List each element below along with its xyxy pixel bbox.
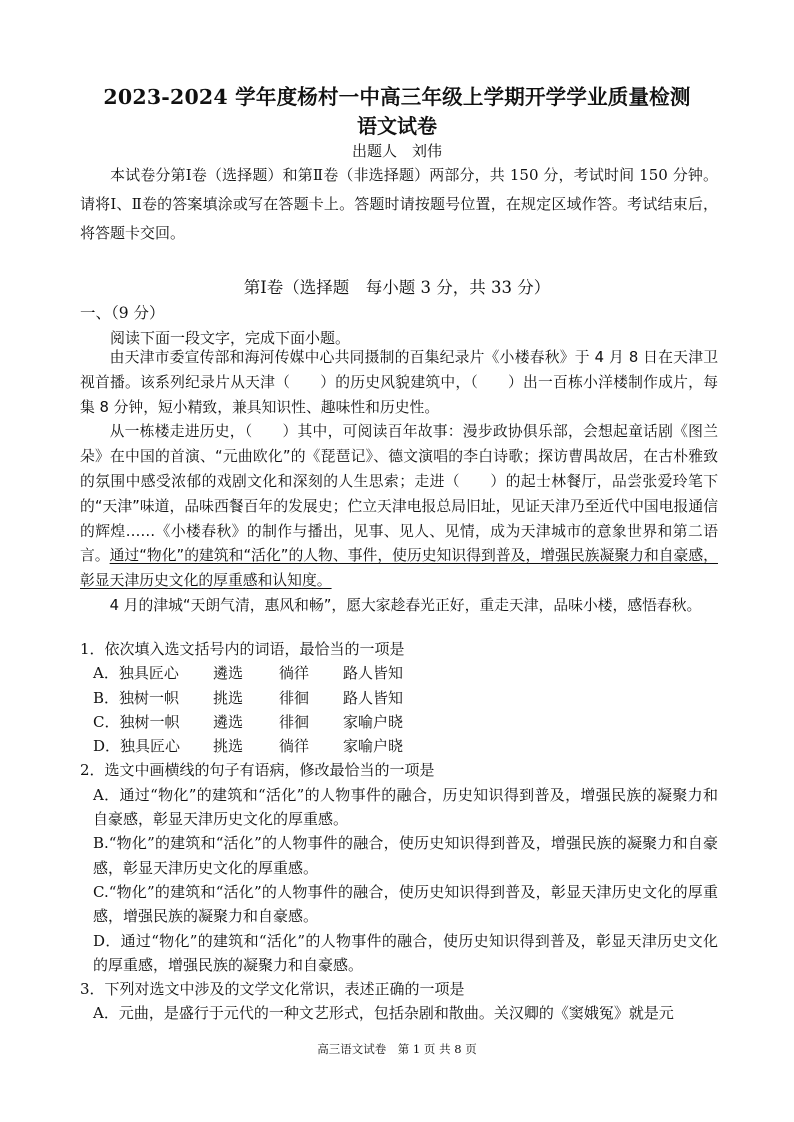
passage-paragraph-2-text: 从一栋楼走进历史，（ ）其中，可阅读百年故事：漫步政协俱乐部，会想起童话剧《图兰朵》在中国的首演、“元曲欧化”的《琵琶记》、德文演唱的李白诗歌；探访曹禺故居，在古朴雅致的氛围中感受浓郁的戏剧文化和深刻的人生思索；走进（ ）的起士林餐厅，品尝张爱玲笔下的“天津”味道，品味西餐百年的发展史；伫立天津电报总局旧址，见证天津乃至近代中国电报通信的辉煌……《小楼春秋》的制作与播出，见事、见人、见情，成为天津城市的意象世界和第二语言。 [80, 423, 718, 565]
option-word: 家喻户晓 [343, 737, 404, 756]
question-2-option-b: B.“物化”的建筑和“活化”的人物事件的融合，使历史知识得到普及，增强民族的凝聚力和自豪感，彰显天津历史文化的厚重感。 [93, 834, 718, 877]
option-word: 家喻户晓 [343, 712, 404, 731]
exam-subject-title: 语文试卷 [357, 114, 437, 138]
question-2-option-c: C.“物化”的建筑和“活化”的人物事件的融合，使历史知识得到普及，彰显天津历史文化的厚重感，增强民族的凝聚力和自豪感。 [93, 882, 718, 926]
option-word: A．独具匠心 [93, 664, 179, 683]
question-2-option-d: D．通过“物化”的建筑和“活化”的人物事件的融合，使历史知识得到普及，彰显天津历史文化的厚重感，增强民族的凝聚力和自豪感。 [93, 931, 718, 974]
question-3-option-a: A．元曲，是盛行于元代的一种文艺形式，包括杂剧和散曲。关汉卿的《窦娥冤》就是元 [93, 1004, 674, 1023]
exam-author: 出题人 刘伟 [351, 142, 442, 160]
question-list [80, 637, 718, 1026]
underlined-sentence: 通过“物化”的建筑和“活化”的人物、事件，使历史知识得到普及，增强民族凝聚力和自豪感，彰显天津历史文化的厚重感和认知度。 [80, 547, 718, 590]
question-2-option-a: A．通过“物化”的建筑和“活化”的人物事件的融合，历史知识得到普及，增强民族的凝聚力和自豪感，彰显天津历史文化的厚重感。 [93, 785, 718, 829]
question-1-options [80, 661, 718, 758]
question-1-option-b [93, 686, 718, 710]
option-word: C．独树一帜 [93, 712, 180, 731]
option-word: 遴选 [213, 664, 244, 683]
reading-passage [80, 346, 718, 619]
option-word: 路人皆知 [343, 688, 404, 707]
option-word: 徜徉 [279, 737, 310, 756]
passage-paragraph-1: 由天津市委宣传部和海河传媒中心共同摄制的百集纪录片《小楼春秋》于 4 月 8 日在天津卫视首播。该系列纪录片从天津（ ）的历史风貌建筑中，（ ）出一百栋小洋楼制作成片，每集 8 分钟，短小精致，兼具知识性、趣味性和历史性。 [80, 349, 718, 416]
question-2-stem: 2．选文中画横线的句子有语病，修改最恰当的一项是 [80, 761, 435, 780]
option-word: 徘徊 [279, 688, 310, 707]
exam-instructions: 本试卷分第Ⅰ卷（选择题）和第Ⅱ卷（非选择题）两部分，共 150 分，考试时间 150 分钟。请将Ⅰ、Ⅱ卷的答案填涂或写在答题卡上。答题时请按题号位置，在规定区域作答。考试结束后，将答题卡交回。 [80, 166, 718, 242]
question-1-option-c [93, 710, 718, 734]
option-word: 徜徉 [279, 664, 310, 683]
reading-instruction: 阅读下面一段文字，完成下面小题。 [110, 329, 351, 347]
option-word: 遴选 [213, 712, 244, 731]
option-word: 徘徊 [279, 712, 310, 731]
option-word: 路人皆知 [343, 664, 404, 683]
question-3-stem: 3．下列对选文中涉及的文学文化常识，表述正确的一项是 [80, 980, 465, 999]
passage-paragraph-2 [80, 420, 718, 594]
question-1-option-a [93, 661, 718, 685]
section-heading: 一、（9 分） [80, 304, 165, 322]
exam-title: 2023-2024 学年度杨村一中高三年级上学期开学学业质量检测 [103, 85, 691, 109]
question-1-stem: 1．依次填入选文括号内的词语，最恰当的一项是 [80, 640, 405, 658]
question-1-option-d [93, 734, 718, 758]
page-footer: 高三语文试卷 第 1 页 共 8 页 [317, 1042, 477, 1056]
option-word: 挑选 [213, 737, 244, 756]
option-word: D．独具匠心 [93, 737, 181, 756]
part-one-title: 第Ⅰ卷（选择题 每小题 3 分，共 33 分） [243, 278, 551, 297]
passage-paragraph-3: 4 月的津城“天朗气清，惠风和畅”，愿大家趁春光正好，重走天津，品味小楼，感悟春秋。 [109, 596, 702, 614]
option-word: 挑选 [213, 688, 244, 707]
option-word: B．独树一帜 [93, 688, 180, 707]
